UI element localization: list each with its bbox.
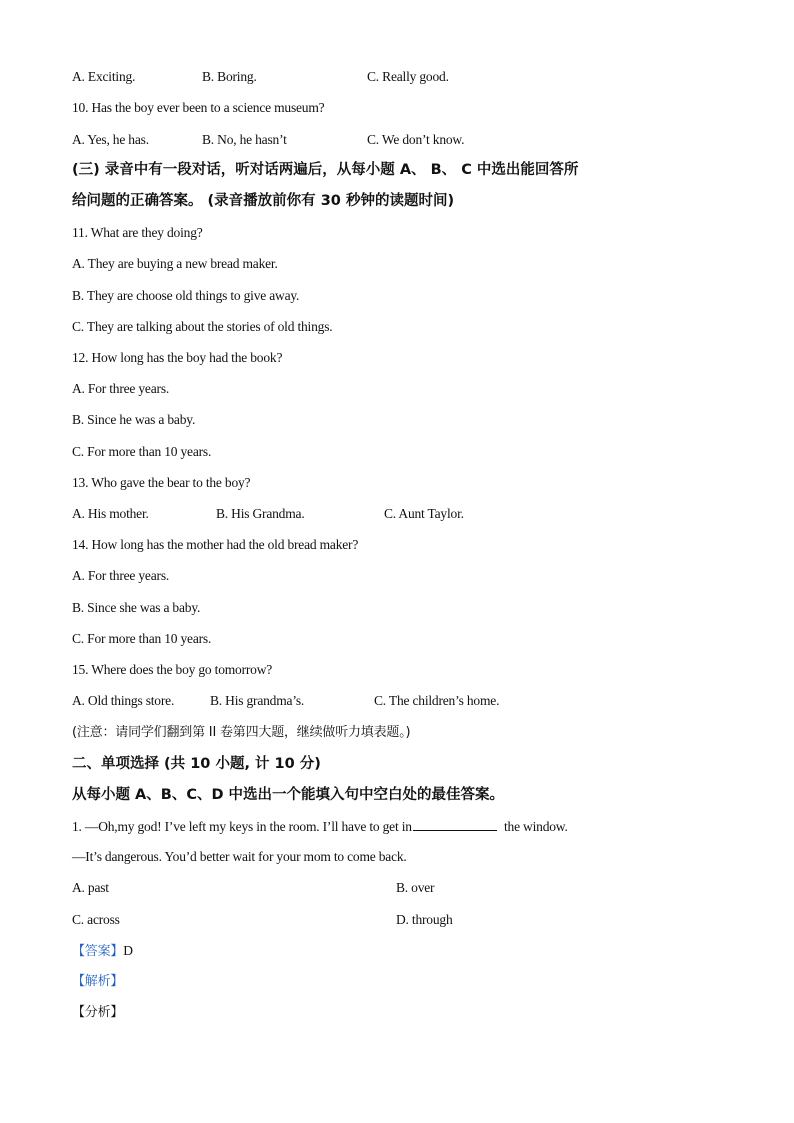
- part2-heading: 二、单项选择 (共 10 小题, 计 10 分): [72, 756, 321, 772]
- q12-option-c: C. For more than 10 years.: [72, 444, 212, 459]
- answer-line: [72, 942, 133, 961]
- q15-option-a: A. Old things store.: [72, 693, 175, 708]
- analysis-label: 【解析】: [72, 974, 124, 989]
- section3-instruction-line1: (三) 录音中有一段对话，听对话两遍后，从每小题 A、 B、 C 中选出能回答所: [72, 162, 579, 178]
- mc1-option-b: B. over: [396, 880, 435, 895]
- q15-question: 15. Where does the boy go tomorrow?: [72, 662, 273, 677]
- mc1-option-d: D. through: [396, 912, 453, 927]
- q15-option-b: B. His grandma’s.: [210, 693, 305, 708]
- q13-option-b: B. His Grandma.: [216, 506, 305, 521]
- q14-option-a: A. For three years.: [72, 568, 170, 583]
- q14-option-c: C. For more than 10 years.: [72, 631, 212, 646]
- q11-option-a: A. They are buying a new bread maker.: [72, 256, 278, 271]
- q10-option-a: A. Yes, he has.: [72, 132, 149, 147]
- q12-question: 12. How long has the boy had the book?: [72, 350, 283, 365]
- q15-option-c: C. The children’s home.: [374, 693, 500, 708]
- answer-label: 【答案】: [72, 944, 124, 959]
- q14-option-b: B. Since she was a baby.: [72, 600, 201, 615]
- mc1-option-a: A. past: [72, 880, 109, 895]
- q11-option-c: C. They are talking about the stories of old things.: [72, 319, 333, 334]
- answer-blank: [413, 817, 497, 831]
- listening-note: (注意：请同学们翻到第 II 卷第四大题，继续做听力填表题。): [72, 725, 411, 740]
- q13-question: 13. Who gave the bear to the boy?: [72, 475, 251, 490]
- q13-option-a: A. His mother.: [72, 506, 149, 521]
- answer-value: D: [123, 943, 133, 958]
- q10-question: 10. Has the boy ever been to a science museum?: [72, 100, 325, 115]
- part2-instruction: 从每小题 A、B、C、D 中选出一个能填入句中空白处的最佳答案。: [72, 787, 505, 803]
- q12-option-b: B. Since he was a baby.: [72, 412, 196, 427]
- q12-option-a: A. For three years.: [72, 381, 170, 396]
- mc1-question: [72, 817, 568, 836]
- mc1-question-before: 1. —Oh,my god! I’ve left my keys in the room. I’ll have to get in: [72, 819, 412, 834]
- q13-option-c: C. Aunt Taylor.: [384, 506, 464, 521]
- q11-option-b: B. They are choose old things to give away.: [72, 288, 300, 303]
- q10-option-b: B. No, he hasn’t: [202, 132, 287, 147]
- fenxi-label: 【分析】: [72, 1005, 124, 1020]
- section3-instruction-line2: 给问题的正确答案。 (录音播放前你有 30 秒钟的读题时间): [72, 193, 455, 209]
- q14-question: 14. How long has the mother had the old bread maker?: [72, 537, 359, 552]
- mc1-question-after: the window.: [500, 819, 568, 834]
- q9-option-c: C. Really good.: [367, 69, 449, 84]
- mc1-option-c: C. across: [72, 912, 120, 927]
- q9-option-b: B. Boring.: [202, 69, 257, 84]
- q11-question: 11. What are they doing?: [72, 225, 203, 240]
- q10-option-c: C. We don’t know.: [367, 132, 465, 147]
- mc1-dialogue-line2: —It’s dangerous. You’d better wait for your mom to come back.: [72, 849, 407, 864]
- q9-option-a: A. Exciting.: [72, 69, 136, 84]
